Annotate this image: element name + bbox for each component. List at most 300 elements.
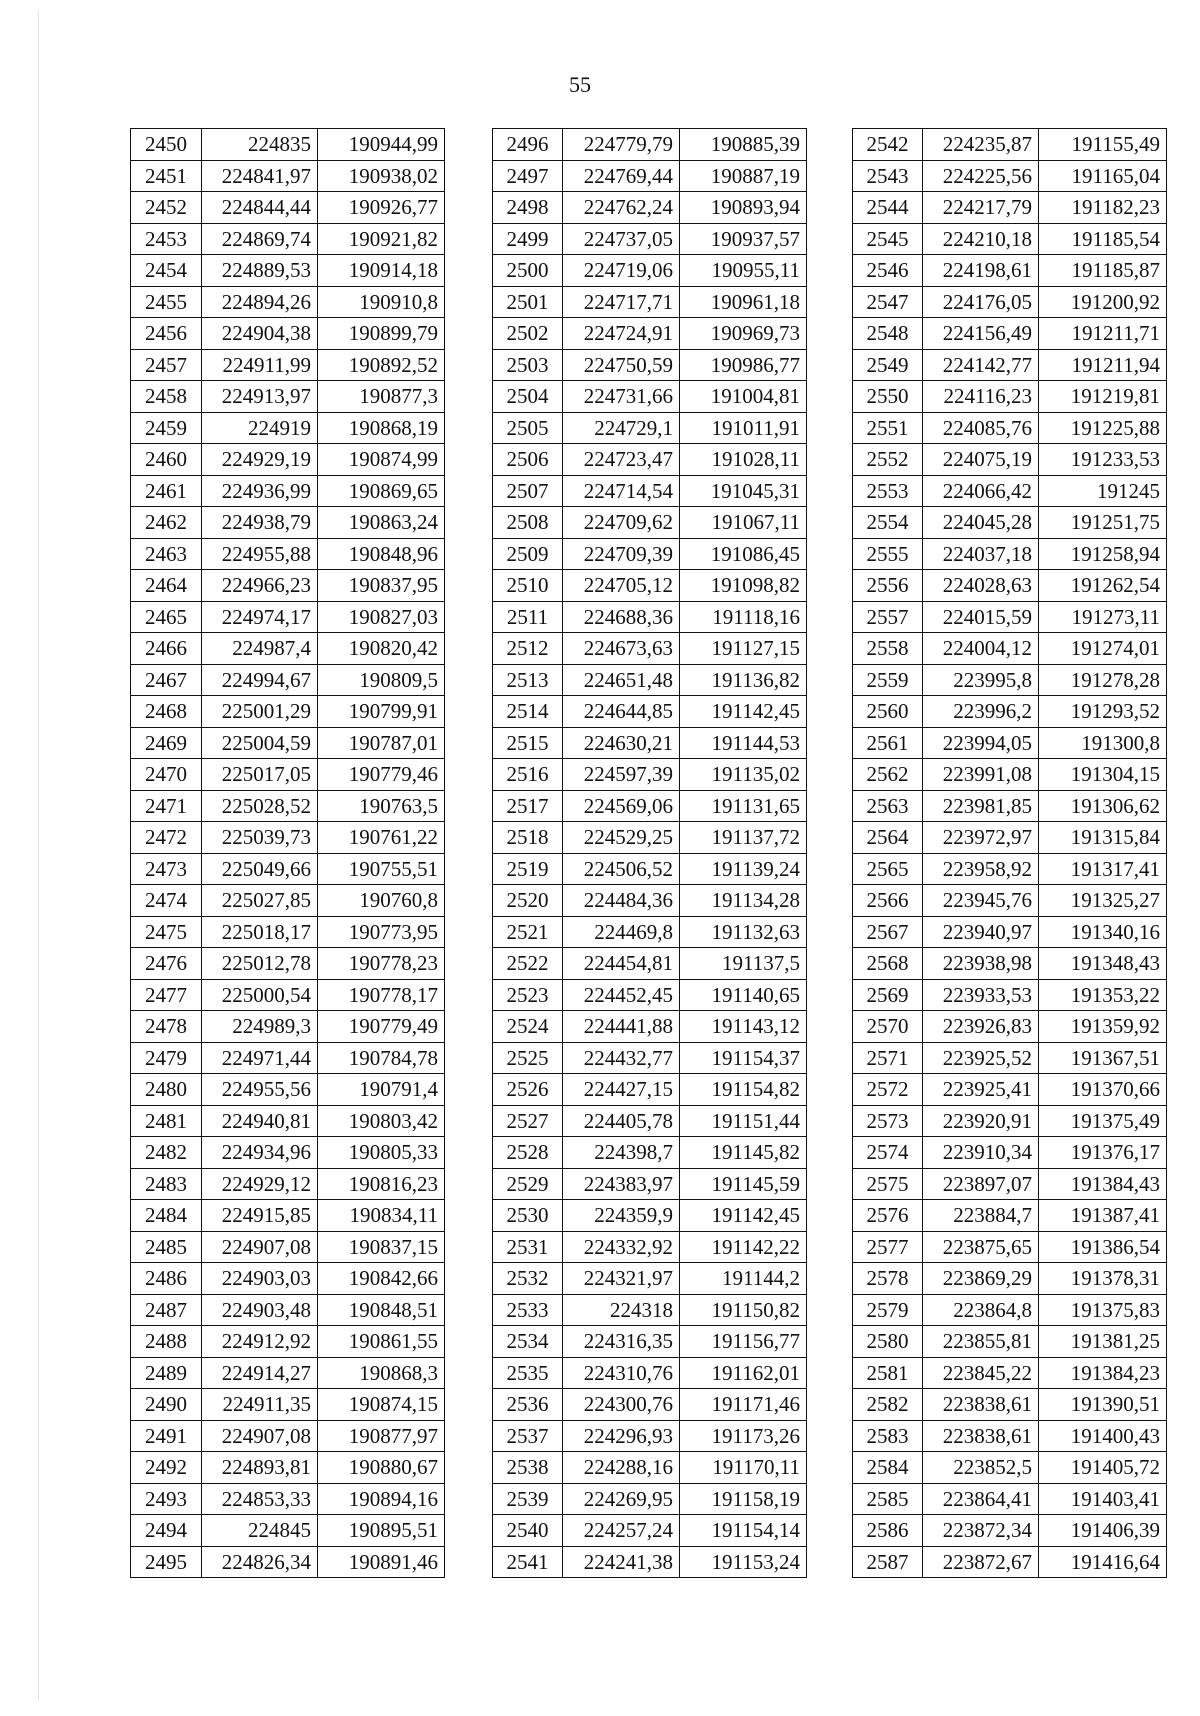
table-row <box>131 1515 445 1547</box>
x-coordinate-cell: 223845,22 <box>923 1357 1039 1389</box>
x-coordinate-cell: 224719,06 <box>563 255 680 287</box>
table-row <box>131 790 445 822</box>
x-coordinate-cell: 225039,73 <box>202 822 318 854</box>
y-coordinate-cell: 191137,5 <box>680 948 807 980</box>
point-number-cell: 2577 <box>853 1231 923 1263</box>
point-number-cell: 2552 <box>853 444 923 476</box>
table-row <box>853 1326 1167 1358</box>
x-coordinate-cell: 224974,17 <box>202 601 318 633</box>
table-row <box>493 1389 807 1421</box>
point-number-cell: 2576 <box>853 1200 923 1232</box>
y-coordinate-cell: 190827,03 <box>318 601 445 633</box>
x-coordinate-cell: 224176,05 <box>923 286 1039 318</box>
x-coordinate-cell: 224934,96 <box>202 1137 318 1169</box>
table-row <box>493 664 807 696</box>
x-coordinate-cell: 224762,24 <box>563 192 680 224</box>
point-number-cell: 2499 <box>493 223 563 255</box>
table-row <box>853 1168 1167 1200</box>
y-coordinate-cell: 191011,91 <box>680 412 807 444</box>
y-coordinate-cell: 191378,31 <box>1039 1263 1167 1295</box>
y-coordinate-cell: 191154,37 <box>680 1042 807 1074</box>
x-coordinate-cell: 224913,97 <box>202 381 318 413</box>
x-coordinate-cell: 225001,29 <box>202 696 318 728</box>
y-coordinate-cell: 190799,91 <box>318 696 445 728</box>
table-row <box>131 223 445 255</box>
y-coordinate-cell: 191131,65 <box>680 790 807 822</box>
point-number-cell: 2454 <box>131 255 202 287</box>
x-coordinate-cell: 224210,18 <box>923 223 1039 255</box>
point-number-cell: 2526 <box>493 1074 563 1106</box>
x-coordinate-cell: 223838,61 <box>923 1389 1039 1421</box>
point-number-cell: 2503 <box>493 349 563 381</box>
table-row <box>493 822 807 854</box>
table-row <box>131 255 445 287</box>
table-row <box>853 790 1167 822</box>
y-coordinate-cell: 191278,28 <box>1039 664 1167 696</box>
y-coordinate-cell: 191258,94 <box>1039 538 1167 570</box>
table-row <box>853 1389 1167 1421</box>
point-number-cell: 2543 <box>853 160 923 192</box>
point-number-cell: 2461 <box>131 475 202 507</box>
y-coordinate-cell: 191143,12 <box>680 1011 807 1043</box>
y-coordinate-cell: 190899,79 <box>318 318 445 350</box>
x-coordinate-cell: 223991,08 <box>923 759 1039 791</box>
table-row <box>853 1515 1167 1547</box>
x-coordinate-cell: 224938,79 <box>202 507 318 539</box>
point-number-cell: 2472 <box>131 822 202 854</box>
table-row <box>131 538 445 570</box>
x-coordinate-cell: 224911,35 <box>202 1389 318 1421</box>
table-row <box>131 381 445 413</box>
x-coordinate-cell: 223925,52 <box>923 1042 1039 1074</box>
table-row <box>493 1420 807 1452</box>
point-number-cell: 2456 <box>131 318 202 350</box>
table-row <box>853 381 1167 413</box>
y-coordinate-cell: 191173,26 <box>680 1420 807 1452</box>
point-number-cell: 2473 <box>131 853 202 885</box>
table-row <box>853 1357 1167 1389</box>
point-number-cell: 2496 <box>493 129 563 161</box>
y-coordinate-cell: 191211,94 <box>1039 349 1167 381</box>
x-coordinate-cell: 224673,63 <box>563 633 680 665</box>
table-row <box>493 1452 807 1484</box>
y-coordinate-cell: 191384,43 <box>1039 1168 1167 1200</box>
y-coordinate-cell: 191045,31 <box>680 475 807 507</box>
table-row <box>853 885 1167 917</box>
x-coordinate-cell: 224853,33 <box>202 1483 318 1515</box>
x-coordinate-cell: 223864,41 <box>923 1483 1039 1515</box>
point-number-cell: 2497 <box>493 160 563 192</box>
x-coordinate-cell: 223996,2 <box>923 696 1039 728</box>
point-number-cell: 2531 <box>493 1231 563 1263</box>
x-coordinate-cell: 224405,78 <box>563 1105 680 1137</box>
y-coordinate-cell: 190921,82 <box>318 223 445 255</box>
point-number-cell: 2555 <box>853 538 923 570</box>
point-number-cell: 2508 <box>493 507 563 539</box>
coordinates-table-1 <box>130 128 445 1578</box>
table-row <box>131 1263 445 1295</box>
y-coordinate-cell: 191086,45 <box>680 538 807 570</box>
y-coordinate-cell: 191171,46 <box>680 1389 807 1421</box>
y-coordinate-cell: 190937,57 <box>680 223 807 255</box>
point-number-cell: 2549 <box>853 349 923 381</box>
y-coordinate-cell: 190892,52 <box>318 349 445 381</box>
y-coordinate-cell: 191170,11 <box>680 1452 807 1484</box>
x-coordinate-cell: 223852,5 <box>923 1452 1039 1484</box>
x-coordinate-cell: 223897,07 <box>923 1168 1039 1200</box>
x-coordinate-cell: 224737,05 <box>563 223 680 255</box>
x-coordinate-cell: 224894,26 <box>202 286 318 318</box>
point-number-cell: 2553 <box>853 475 923 507</box>
table-row <box>853 1137 1167 1169</box>
point-number-cell: 2559 <box>853 664 923 696</box>
table-row <box>493 570 807 602</box>
table-row <box>131 601 445 633</box>
x-coordinate-cell: 224688,36 <box>563 601 680 633</box>
x-coordinate-cell: 224940,81 <box>202 1105 318 1137</box>
y-coordinate-cell: 191135,02 <box>680 759 807 791</box>
x-coordinate-cell: 224597,39 <box>563 759 680 791</box>
point-number-cell: 2470 <box>131 759 202 791</box>
point-number-cell: 2492 <box>131 1452 202 1484</box>
x-coordinate-cell: 224028,63 <box>923 570 1039 602</box>
x-coordinate-cell: 224257,24 <box>563 1515 680 1547</box>
x-coordinate-cell: 224955,56 <box>202 1074 318 1106</box>
x-coordinate-cell: 223838,61 <box>923 1420 1039 1452</box>
y-coordinate-cell: 191145,59 <box>680 1168 807 1200</box>
y-coordinate-cell: 191262,54 <box>1039 570 1167 602</box>
point-number-cell: 2563 <box>853 790 923 822</box>
table-row <box>853 1294 1167 1326</box>
y-coordinate-cell: 191154,82 <box>680 1074 807 1106</box>
point-number-cell: 2489 <box>131 1357 202 1389</box>
point-number-cell: 2460 <box>131 444 202 476</box>
point-number-cell: 2557 <box>853 601 923 633</box>
point-number-cell: 2458 <box>131 381 202 413</box>
y-coordinate-cell: 191165,04 <box>1039 160 1167 192</box>
table-row <box>853 601 1167 633</box>
point-number-cell: 2528 <box>493 1137 563 1169</box>
y-coordinate-cell: 191137,72 <box>680 822 807 854</box>
x-coordinate-cell: 224225,56 <box>923 160 1039 192</box>
point-number-cell: 2484 <box>131 1200 202 1232</box>
table-row <box>853 1231 1167 1263</box>
x-coordinate-cell: 224045,28 <box>923 507 1039 539</box>
point-number-cell: 2513 <box>493 664 563 696</box>
table-row <box>853 1011 1167 1043</box>
y-coordinate-cell: 190834,11 <box>318 1200 445 1232</box>
table-row <box>853 1263 1167 1295</box>
x-coordinate-cell: 225017,05 <box>202 759 318 791</box>
y-coordinate-cell: 191387,41 <box>1039 1200 1167 1232</box>
point-number-cell: 2509 <box>493 538 563 570</box>
y-coordinate-cell: 191156,77 <box>680 1326 807 1358</box>
point-number-cell: 2569 <box>853 979 923 1011</box>
table-row <box>131 664 445 696</box>
point-number-cell: 2582 <box>853 1389 923 1421</box>
table-row <box>493 475 807 507</box>
y-coordinate-cell: 190874,99 <box>318 444 445 476</box>
y-coordinate-cell: 191145,82 <box>680 1137 807 1169</box>
x-coordinate-cell: 223875,65 <box>923 1231 1039 1263</box>
x-coordinate-cell: 223938,98 <box>923 948 1039 980</box>
point-number-cell: 2568 <box>853 948 923 980</box>
y-coordinate-cell: 191273,11 <box>1039 601 1167 633</box>
y-coordinate-cell: 190791,4 <box>318 1074 445 1106</box>
point-number-cell: 2490 <box>131 1389 202 1421</box>
y-coordinate-cell: 191067,11 <box>680 507 807 539</box>
table-row <box>853 633 1167 665</box>
x-coordinate-cell: 224398,7 <box>563 1137 680 1169</box>
point-number-cell: 2587 <box>853 1546 923 1578</box>
point-number-cell: 2575 <box>853 1168 923 1200</box>
y-coordinate-cell: 190938,02 <box>318 160 445 192</box>
x-coordinate-cell: 224903,03 <box>202 1263 318 1295</box>
point-number-cell: 2510 <box>493 570 563 602</box>
point-number-cell: 2495 <box>131 1546 202 1578</box>
y-coordinate-cell: 190893,94 <box>680 192 807 224</box>
x-coordinate-cell: 224529,25 <box>563 822 680 854</box>
point-number-cell: 2515 <box>493 727 563 759</box>
point-number-cell: 2533 <box>493 1294 563 1326</box>
table-row <box>131 948 445 980</box>
table-row <box>493 853 807 885</box>
table-row <box>131 1168 445 1200</box>
table-row <box>131 853 445 885</box>
table-row <box>493 538 807 570</box>
x-coordinate-cell: 224844,44 <box>202 192 318 224</box>
y-coordinate-cell: 191154,14 <box>680 1515 807 1547</box>
table-row <box>493 979 807 1011</box>
point-number-cell: 2567 <box>853 916 923 948</box>
x-coordinate-cell: 224714,54 <box>563 475 680 507</box>
x-coordinate-cell: 225018,17 <box>202 916 318 948</box>
table-row <box>853 979 1167 1011</box>
x-coordinate-cell: 223972,97 <box>923 822 1039 854</box>
point-number-cell: 2530 <box>493 1200 563 1232</box>
point-number-cell: 2572 <box>853 1074 923 1106</box>
x-coordinate-cell: 224779,79 <box>563 129 680 161</box>
y-coordinate-cell: 191274,01 <box>1039 633 1167 665</box>
table-row <box>853 1546 1167 1578</box>
point-number-cell: 2564 <box>853 822 923 854</box>
x-coordinate-cell: 224904,38 <box>202 318 318 350</box>
x-coordinate-cell: 224731,66 <box>563 381 680 413</box>
table-row <box>493 255 807 287</box>
x-coordinate-cell: 224869,74 <box>202 223 318 255</box>
point-number-cell: 2464 <box>131 570 202 602</box>
y-coordinate-cell: 191293,52 <box>1039 696 1167 728</box>
table-row <box>131 1546 445 1578</box>
point-number-cell: 2474 <box>131 885 202 917</box>
y-coordinate-cell: 190880,67 <box>318 1452 445 1484</box>
table-row <box>131 318 445 350</box>
x-coordinate-cell: 224987,4 <box>202 633 318 665</box>
y-coordinate-cell: 190868,3 <box>318 1357 445 1389</box>
x-coordinate-cell: 224269,95 <box>563 1483 680 1515</box>
x-coordinate-cell: 224630,21 <box>563 727 680 759</box>
point-number-cell: 2457 <box>131 349 202 381</box>
y-coordinate-cell: 190914,18 <box>318 255 445 287</box>
point-number-cell: 2502 <box>493 318 563 350</box>
point-number-cell: 2459 <box>131 412 202 444</box>
point-number-cell: 2536 <box>493 1389 563 1421</box>
y-coordinate-cell: 191325,27 <box>1039 885 1167 917</box>
x-coordinate-cell: 224432,77 <box>563 1042 680 1074</box>
y-coordinate-cell: 190891,46 <box>318 1546 445 1578</box>
table-row <box>493 412 807 444</box>
table-row <box>493 349 807 381</box>
x-coordinate-cell: 225027,85 <box>202 885 318 917</box>
table-row <box>131 633 445 665</box>
x-coordinate-cell: 223995,8 <box>923 664 1039 696</box>
table-row <box>853 255 1167 287</box>
x-coordinate-cell: 224316,35 <box>563 1326 680 1358</box>
point-number-cell: 2493 <box>131 1483 202 1515</box>
table-row <box>493 192 807 224</box>
point-number-cell: 2504 <box>493 381 563 413</box>
y-coordinate-cell: 190779,49 <box>318 1011 445 1043</box>
point-number-cell: 2455 <box>131 286 202 318</box>
table-row <box>131 1389 445 1421</box>
table-row <box>131 885 445 917</box>
x-coordinate-cell: 224929,12 <box>202 1168 318 1200</box>
y-coordinate-cell: 190805,33 <box>318 1137 445 1169</box>
table-row <box>131 1452 445 1484</box>
x-coordinate-cell: 224156,49 <box>923 318 1039 350</box>
x-coordinate-cell: 224911,99 <box>202 349 318 381</box>
table-row <box>131 129 445 161</box>
point-number-cell: 2570 <box>853 1011 923 1043</box>
point-number-cell: 2463 <box>131 538 202 570</box>
table-row <box>493 1168 807 1200</box>
x-coordinate-cell: 224919 <box>202 412 318 444</box>
x-coordinate-cell: 224769,44 <box>563 160 680 192</box>
x-coordinate-cell: 223884,7 <box>923 1200 1039 1232</box>
table-row <box>131 475 445 507</box>
table-row <box>131 1326 445 1358</box>
table-row <box>131 1137 445 1169</box>
y-coordinate-cell: 190885,39 <box>680 129 807 161</box>
x-coordinate-cell: 223855,81 <box>923 1326 1039 1358</box>
point-number-cell: 2511 <box>493 601 563 633</box>
x-coordinate-cell: 224936,99 <box>202 475 318 507</box>
x-coordinate-cell: 224310,76 <box>563 1357 680 1389</box>
point-number-cell: 2550 <box>853 381 923 413</box>
point-number-cell: 2520 <box>493 885 563 917</box>
table-row <box>131 444 445 476</box>
x-coordinate-cell: 224929,19 <box>202 444 318 476</box>
y-coordinate-cell: 191390,51 <box>1039 1389 1167 1421</box>
x-coordinate-cell: 224469,8 <box>563 916 680 948</box>
x-coordinate-cell: 225012,78 <box>202 948 318 980</box>
x-coordinate-cell: 224644,85 <box>563 696 680 728</box>
y-coordinate-cell: 191182,23 <box>1039 192 1167 224</box>
table-row <box>493 223 807 255</box>
table-row <box>853 538 1167 570</box>
x-coordinate-cell: 223920,91 <box>923 1105 1039 1137</box>
point-number-cell: 2545 <box>853 223 923 255</box>
y-coordinate-cell: 191127,15 <box>680 633 807 665</box>
y-coordinate-cell: 191150,82 <box>680 1294 807 1326</box>
y-coordinate-cell: 191400,43 <box>1039 1420 1167 1452</box>
y-coordinate-cell: 191140,65 <box>680 979 807 1011</box>
y-coordinate-cell: 190773,95 <box>318 916 445 948</box>
y-coordinate-cell: 190887,19 <box>680 160 807 192</box>
point-number-cell: 2486 <box>131 1263 202 1295</box>
y-coordinate-cell: 191416,64 <box>1039 1546 1167 1578</box>
point-number-cell: 2519 <box>493 853 563 885</box>
x-coordinate-cell: 224085,76 <box>923 412 1039 444</box>
x-coordinate-cell: 224723,47 <box>563 444 680 476</box>
table-row <box>131 1042 445 1074</box>
x-coordinate-cell: 224989,3 <box>202 1011 318 1043</box>
x-coordinate-cell: 224907,08 <box>202 1231 318 1263</box>
y-coordinate-cell: 190779,46 <box>318 759 445 791</box>
table-row <box>493 507 807 539</box>
table-row <box>853 948 1167 980</box>
table-row <box>853 1452 1167 1484</box>
table-row <box>853 129 1167 161</box>
y-coordinate-cell: 191317,41 <box>1039 853 1167 885</box>
point-number-cell: 2462 <box>131 507 202 539</box>
point-number-cell: 2534 <box>493 1326 563 1358</box>
point-number-cell: 2507 <box>493 475 563 507</box>
table-row <box>493 1263 807 1295</box>
table-row <box>493 318 807 350</box>
coordinates-table-2 <box>492 128 807 1578</box>
table-row <box>853 192 1167 224</box>
y-coordinate-cell: 191142,45 <box>680 696 807 728</box>
table-row <box>853 696 1167 728</box>
x-coordinate-cell: 223869,29 <box>923 1263 1039 1295</box>
y-coordinate-cell: 190910,8 <box>318 286 445 318</box>
point-number-cell: 2548 <box>853 318 923 350</box>
point-number-cell: 2585 <box>853 1483 923 1515</box>
y-coordinate-cell: 190803,42 <box>318 1105 445 1137</box>
point-number-cell: 2554 <box>853 507 923 539</box>
point-number-cell: 2452 <box>131 192 202 224</box>
point-number-cell: 2523 <box>493 979 563 1011</box>
point-number-cell: 2581 <box>853 1357 923 1389</box>
y-coordinate-cell: 191200,92 <box>1039 286 1167 318</box>
y-coordinate-cell: 191340,16 <box>1039 916 1167 948</box>
table-row <box>131 1231 445 1263</box>
y-coordinate-cell: 191185,54 <box>1039 223 1167 255</box>
point-number-cell: 2466 <box>131 633 202 665</box>
x-coordinate-cell: 224454,81 <box>563 948 680 980</box>
y-coordinate-cell: 190809,5 <box>318 664 445 696</box>
x-coordinate-cell: 224004,12 <box>923 633 1039 665</box>
y-coordinate-cell: 190926,77 <box>318 192 445 224</box>
x-coordinate-cell: 224729,1 <box>563 412 680 444</box>
table-row <box>493 759 807 791</box>
table-row <box>493 1042 807 1074</box>
table-row <box>131 1420 445 1452</box>
y-coordinate-cell: 191233,53 <box>1039 444 1167 476</box>
point-number-cell: 2512 <box>493 633 563 665</box>
y-coordinate-cell: 190755,51 <box>318 853 445 885</box>
table-row <box>131 349 445 381</box>
x-coordinate-cell: 224300,76 <box>563 1389 680 1421</box>
x-coordinate-cell: 224709,39 <box>563 538 680 570</box>
y-coordinate-cell: 191211,71 <box>1039 318 1167 350</box>
coordinates-table-3 <box>852 128 1167 1578</box>
point-number-cell: 2521 <box>493 916 563 948</box>
table-row <box>493 633 807 665</box>
table-row <box>493 1011 807 1043</box>
point-number-cell: 2578 <box>853 1263 923 1295</box>
